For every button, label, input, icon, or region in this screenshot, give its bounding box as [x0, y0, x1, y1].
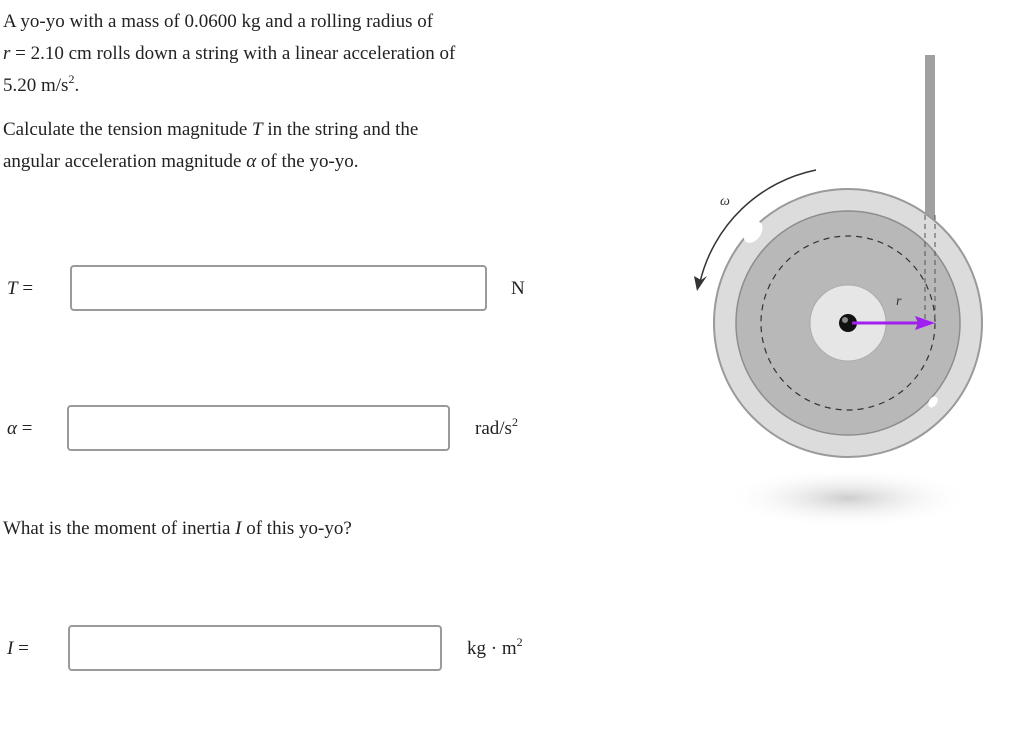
inertia-input[interactable] [68, 625, 442, 671]
problem-text-line1: A yo-yo with a mass of 0.0600 kg and a rolling radius of [3, 11, 434, 32]
calc-text-3: angular acceleration magnitude [3, 151, 247, 172]
tension-eq: = [17, 278, 34, 299]
inertia-unit-exp: 2 [516, 635, 523, 649]
alpha-answer-row [0, 405, 540, 457]
var-alpha: α [246, 151, 257, 172]
problem-paragraph-1 [3, 6, 533, 102]
alpha-unit-base: rad/s [475, 418, 512, 439]
calc-text-1: Calculate the tension magnitude [3, 119, 253, 140]
var-r: r [3, 43, 11, 64]
alpha-input[interactable] [67, 405, 450, 451]
alpha-unit-exp: 2 [511, 415, 518, 429]
yo-yo-shadow [723, 468, 973, 528]
inertia-answer-row [0, 625, 540, 677]
alpha-eq: = [16, 418, 33, 439]
calc-text-2: in the string and the [262, 119, 419, 140]
inertia-question-var: I [235, 518, 242, 539]
alpha-label [7, 418, 32, 440]
inertia-eq: = [13, 638, 29, 659]
inertia-var: I [7, 638, 14, 659]
acceleration-value: 5.20 m/s [3, 75, 69, 96]
inertia-unit-base: kg · m [467, 638, 517, 659]
alpha-var: α [7, 418, 17, 439]
tension-answer-row [0, 265, 540, 317]
yo-yo-diagram [680, 40, 1000, 550]
tension-input[interactable] [70, 265, 487, 311]
omega-label: ω [720, 194, 730, 209]
radius-label: r [896, 294, 902, 309]
acceleration-exponent: 2 [68, 72, 75, 86]
inertia-question-post: of this yo-yo? [241, 518, 352, 539]
inertia-label [7, 638, 29, 660]
problem-text-line2: = 2.10 cm rolls down a string with a linear acceleration of [10, 43, 456, 64]
alpha-unit [475, 415, 518, 440]
tension-unit: N [511, 278, 525, 299]
axle-highlight [842, 317, 848, 323]
inertia-unit [467, 635, 523, 660]
inertia-question-pre: What is the moment of inertia [3, 518, 236, 539]
problem-statement [3, 6, 533, 178]
calc-text-4: of the yo-yo. [256, 151, 359, 172]
tension-label [7, 278, 33, 300]
var-T: T [252, 119, 263, 140]
problem-paragraph-2 [3, 114, 533, 178]
tension-var: T [7, 278, 18, 299]
inertia-question [3, 518, 352, 540]
problem-text-period: . [74, 75, 80, 96]
